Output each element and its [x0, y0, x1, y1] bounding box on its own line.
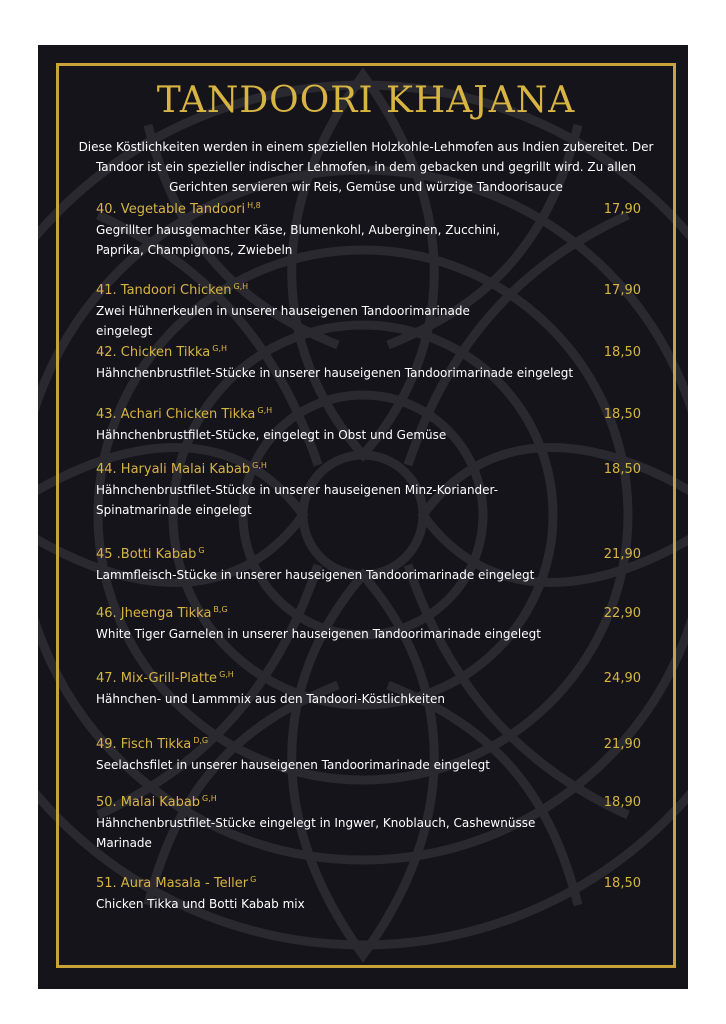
- item-allergens: G,H: [219, 669, 234, 679]
- item-price: 18,90: [603, 795, 641, 810]
- item-price: 18,50: [603, 345, 641, 360]
- menu-item: [96, 874, 641, 914]
- item-price: 21,90: [603, 547, 641, 562]
- item-name: 45 .Botti Kabab: [96, 547, 197, 562]
- menu-intro: Diese Köstlichkeiten werden in einem speziellen Holzkohle-Lehmofen aus Indien zubereitet. Der Tandoor ist ein spezieller indischer Lehmofen, in dem gebacken und gegrillt wird. Zu allen Gerichten servieren wir Reis, Gemüse und würzige Tandoorisauce: [78, 140, 654, 194]
- item-allergens: G: [198, 545, 205, 555]
- item-name: 47. Mix-Grill-Platte: [96, 671, 218, 686]
- menu-item: [96, 545, 641, 585]
- item-allergens: H,8: [247, 200, 261, 210]
- item-name: 43. Achari Chicken Tikka: [96, 407, 256, 422]
- item-description: White Tiger Garnelen in unserer hauseigenen Tandoorimarinade eingelegt: [96, 627, 541, 641]
- menu-item: [96, 281, 641, 341]
- item-price: 18,50: [603, 876, 641, 891]
- item-allergens: G,H: [212, 343, 228, 353]
- item-price: 17,90: [603, 202, 641, 217]
- item-price: 18,50: [603, 407, 641, 422]
- item-allergens: G,H: [252, 460, 267, 470]
- item-description: Hähnchenbrustfilet-Stücke, eingelegt in Obst und Gemüse: [96, 428, 447, 442]
- item-description: Hähnchenbrustfilet-Stücke in unserer hauseigenen Minz-Koriander-Spinatmarinade eingelegt: [96, 483, 499, 517]
- item-allergens: D,G: [193, 735, 209, 745]
- item-description: Gegrillter hausgemachter Käse, Blumenkohl, Auberginen, Zucchini, Paprika, Champignons, Zwiebeln: [96, 223, 500, 257]
- menu-title: TANDOORI KHAJANA: [156, 80, 576, 121]
- item-description: Seelachsfilet in unserer hauseigenen Tandoorimarinade eingelegt: [96, 758, 490, 772]
- item-price: 18,50: [603, 462, 641, 477]
- item-name: 41. Tandoori Chicken: [96, 283, 232, 298]
- menu-item: [96, 793, 641, 853]
- item-price: 21,90: [603, 737, 641, 752]
- item-description: Hähnchenbrustfilet-Stücke in unserer hauseigenen Tandoorimarinade eingelegt: [96, 366, 574, 380]
- menu-item: [96, 405, 641, 445]
- item-name: 51. Aura Masala - Teller: [96, 876, 249, 891]
- item-allergens: G,H: [233, 281, 249, 291]
- item-name: 40. Vegetable Tandoori: [96, 202, 246, 217]
- menu-item: [96, 669, 641, 709]
- item-price: 22,90: [603, 606, 641, 621]
- item-description: Zwei Hühnerkeulen in unserer hauseigenen Tandoorimarinade eingelegt: [96, 304, 470, 338]
- item-price: 17,90: [603, 283, 641, 298]
- item-allergens: G: [250, 874, 257, 884]
- item-name: 49. Fisch Tikka: [96, 737, 192, 752]
- item-price: 24,90: [603, 671, 641, 686]
- menu-item: [96, 343, 641, 383]
- item-name: 46. Jheenga Tikka: [96, 606, 212, 621]
- item-allergens: G,H: [202, 793, 217, 803]
- menu-item: [96, 604, 641, 644]
- menu-item: [96, 735, 641, 775]
- item-allergens: G,H: [257, 405, 273, 415]
- menu-item: [96, 200, 641, 260]
- item-description: Chicken Tikka und Botti Kabab mix: [96, 897, 305, 911]
- menu-item: [96, 460, 641, 520]
- item-description: Hähnchen- und Lammmix aus den Tandoori-Köstlichkeiten: [96, 692, 445, 706]
- item-name: 42. Chicken Tikka: [96, 345, 211, 360]
- item-description: Hähnchenbrustfilet-Stücke eingelegt in Ingwer, Knoblauch, Cashewnüsse Marinade: [96, 816, 536, 850]
- item-name: 44. Haryali Malai Kabab: [96, 462, 251, 477]
- item-allergens: B,G: [213, 604, 228, 614]
- menu-page: [38, 45, 688, 989]
- item-name: 50. Malai Kabab: [96, 795, 201, 810]
- item-description: Lammfleisch-Stücke in unserer hauseigenen Tandoorimarinade eingelegt: [96, 568, 535, 582]
